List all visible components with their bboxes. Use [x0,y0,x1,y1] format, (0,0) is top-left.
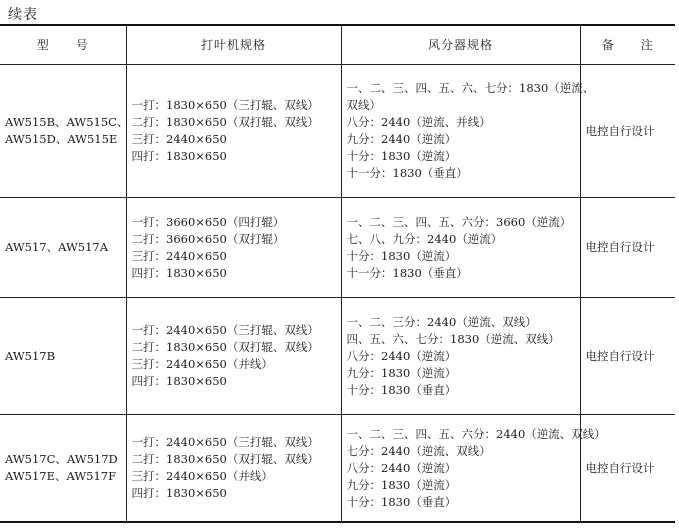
beater-spec-cell [126,198,341,298]
separator-line: 七分：2440（逆流、双线） [346,443,491,458]
separator-line: 八分：2440（逆流、并线） [346,115,491,129]
separator-spec-cell [341,298,580,415]
separator-line: 十分：1830（垂直） [346,382,457,397]
separator-spec-cell [341,65,595,198]
table-row [0,415,675,523]
table-row [0,198,675,298]
beater-line: 一打：2440×650（三打辊、双线） [131,435,319,449]
beater-line: 三打：2440×650（并线） [131,469,273,483]
header-separator-spec: 风分器规格 [341,25,580,65]
separator-line: 十一分：1830（垂直） [346,166,468,180]
model-cell [0,65,129,198]
beater-line: 一打：2440×650（三打辊、双线） [131,323,319,337]
note-cell: 电控自行设计 [580,65,675,198]
model-line: AW517、AW517A [5,240,109,254]
spec-table [0,24,675,523]
separator-line: 四、五、六、七分：1830（逆流、双线） [346,331,560,346]
separator-line: 双线） [346,98,381,112]
note-cell: 电控自行设计 [580,198,675,298]
beater-line: 四打：1830×650 [131,149,227,163]
model-line: AW515B、AW515C、 [5,115,129,129]
beater-line: 一打：3660×650（四打辊） [131,214,285,229]
beater-line: 四打：1830×650 [131,374,227,388]
beater-line: 二打：1830×650（双打辊、双线） [131,340,319,354]
model-line: AW515D、AW515E [5,132,118,146]
beater-line: 四打：1830×650 [131,486,227,500]
model-cell [0,198,126,298]
note-cell: 电控自行设计 [580,415,675,523]
separator-line: 一、二、三、四、五、六分：2440（逆流、双线） [346,426,606,441]
beater-spec-cell [126,65,341,198]
beater-line: 四打：1830×650 [131,265,227,280]
separator-spec-cell [341,198,580,298]
separator-line: 八分：2440（逆流） [346,348,457,363]
header-model: 型 号 [0,25,126,65]
beater-spec-cell [126,298,341,415]
header-note: 备 注 [580,25,675,65]
table-header-row [0,25,675,65]
separator-line: 九分：1830（逆流） [346,365,457,380]
table-row [0,65,675,198]
separator-line: 一、二、三、四、五、六分：3660（逆流） [346,214,572,229]
model-cell [0,298,126,415]
model-line: AW517B [5,348,56,363]
beater-line: 二打：1830×650（双打辊、双线） [131,452,319,466]
separator-line: 十分：1830（逆流） [346,248,457,263]
separator-line: 九分：1830（逆流） [346,477,457,492]
separator-line: 一、二、三分：2440（逆流、双线） [346,314,537,329]
separator-line: 八分：2440（逆流） [346,460,457,475]
model-line: AW517C、AW517D [5,452,118,466]
page-title: 续表 [8,7,38,23]
beater-line: 二打：1830×650（双打辊、双线） [131,115,319,129]
separator-line: 九分：2440（逆流） [346,132,457,146]
note-cell: 电控自行设计 [580,298,675,415]
header-beater-spec: 打叶机规格 [126,25,341,65]
separator-line: 十分：1830（逆流） [346,149,457,163]
beater-line: 三打：2440×650 [131,132,227,146]
table-row [0,298,675,415]
separator-line: 十分：1830（垂直） [346,494,457,509]
separator-spec-cell [341,415,606,523]
beater-line: 一打：1830×650（三打辊、双线） [131,98,319,112]
beater-line: 二打：3660×650（双打辊） [131,231,285,246]
beater-line: 三打：2440×650（并线） [131,357,273,371]
beater-spec-cell [126,415,341,523]
separator-line: 七、八、九分：2440（逆流） [346,231,503,246]
model-cell [0,415,126,523]
separator-line: 十一分：1830（垂直） [346,265,468,280]
model-line: AW517E、AW517F [5,469,117,483]
separator-line: 一、二、三、四、五、六、七分：1830（逆流、 [346,81,595,95]
beater-line: 三打：2440×650 [131,248,227,263]
